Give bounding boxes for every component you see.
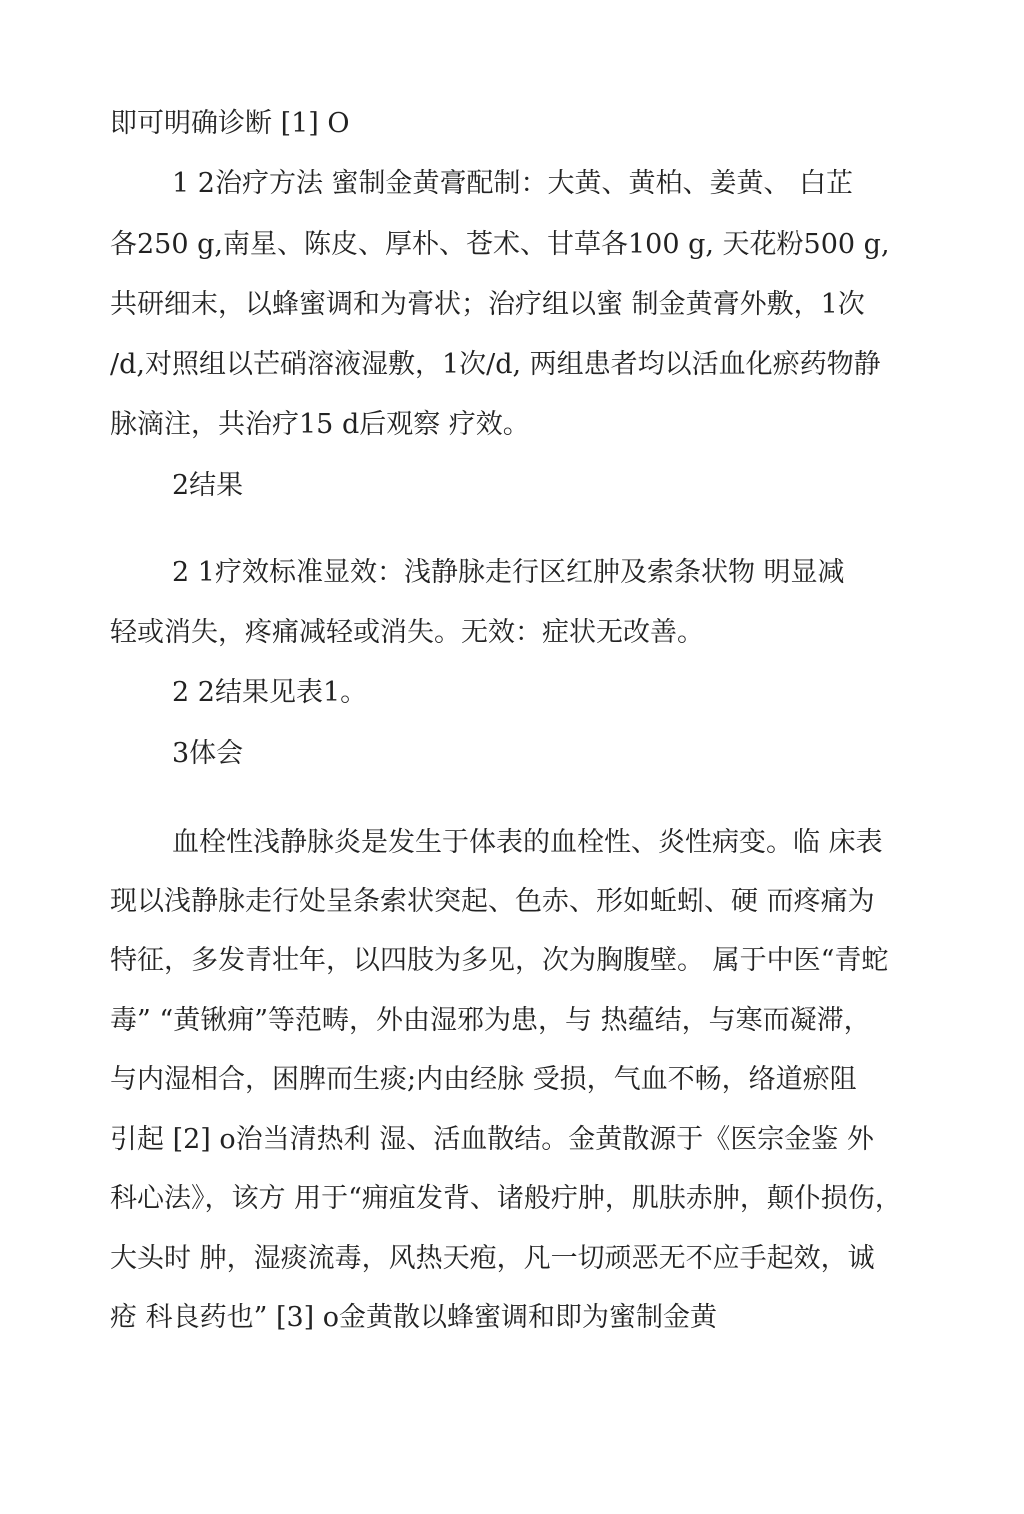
- text-line: 引起 [2] o治当清热利 湿、活血散结。金黄散源于《医宗金鉴 外: [110, 1124, 874, 1155]
- text-line: /d,对照组以芒硝溶液湿敷，1次/d, 两组患者均以活血化瘀药物静: [110, 349, 881, 380]
- text-line: 共研细末，以蜂蜜调和为膏状；治疗组以蜜 制金黄膏外敷，1次: [110, 289, 865, 320]
- text-line: 即可明确诊断 [1] O: [110, 108, 350, 139]
- text-line: 现以浅静脉走行处呈条索状突起、色赤、形如蚯蚓、硬 而疼痛为: [110, 886, 875, 917]
- text-line: 特征，多发青壮年，以四肢为多见，次为胸腹壁。 属于中医“青蛇: [110, 945, 889, 976]
- text-line: 轻或消失，疼痛减轻或消失。无效：症状无改善。: [110, 617, 704, 648]
- text-line: 大头时 肿，湿痰流毒，风热天疱，凡一切顽恶无不应手起效，诚: [110, 1243, 875, 1274]
- section-heading: 1 2治疗方法 蜜制金黄膏配制：大黄、黄柏、姜黄、 白芷: [172, 168, 854, 199]
- text-line: 各250 g,南星、陈皮、厚朴、苍术、甘草各100 g, 天花粉500 g,: [110, 229, 890, 260]
- text-line: 疮 科良药也” [3] o金黄散以蜂蜜调和即为蜜制金黄: [110, 1302, 718, 1333]
- section-heading: 2 1疗效标准显效：浅静脉走行区红肿及索条状物 明显减: [172, 557, 845, 588]
- section-heading: 3体会: [172, 738, 244, 769]
- section-heading: 2 2结果见表1。: [172, 677, 368, 708]
- text-line: 毒” “黄锹痈”等范畴，外由湿邪为患，与 热蕴结，与寒而凝滞，: [110, 1005, 871, 1036]
- section-heading: 2结果: [172, 470, 244, 501]
- paragraph-start: 血栓性浅静脉炎是发生于体表的血栓性、炎性病变。临 床表: [172, 827, 883, 858]
- text-line: 科心法》，该方 用于“痈疽发背、诸般疔肿，肌肤赤肿，颠仆损伤，: [110, 1183, 902, 1214]
- text-line: 脉滴注，共治疗15 d后观察 疗效。: [110, 409, 530, 440]
- text-line: 与内湿相合，困脾而生痰;内由经脉 受损，气血不畅，络道瘀阻: [110, 1064, 857, 1095]
